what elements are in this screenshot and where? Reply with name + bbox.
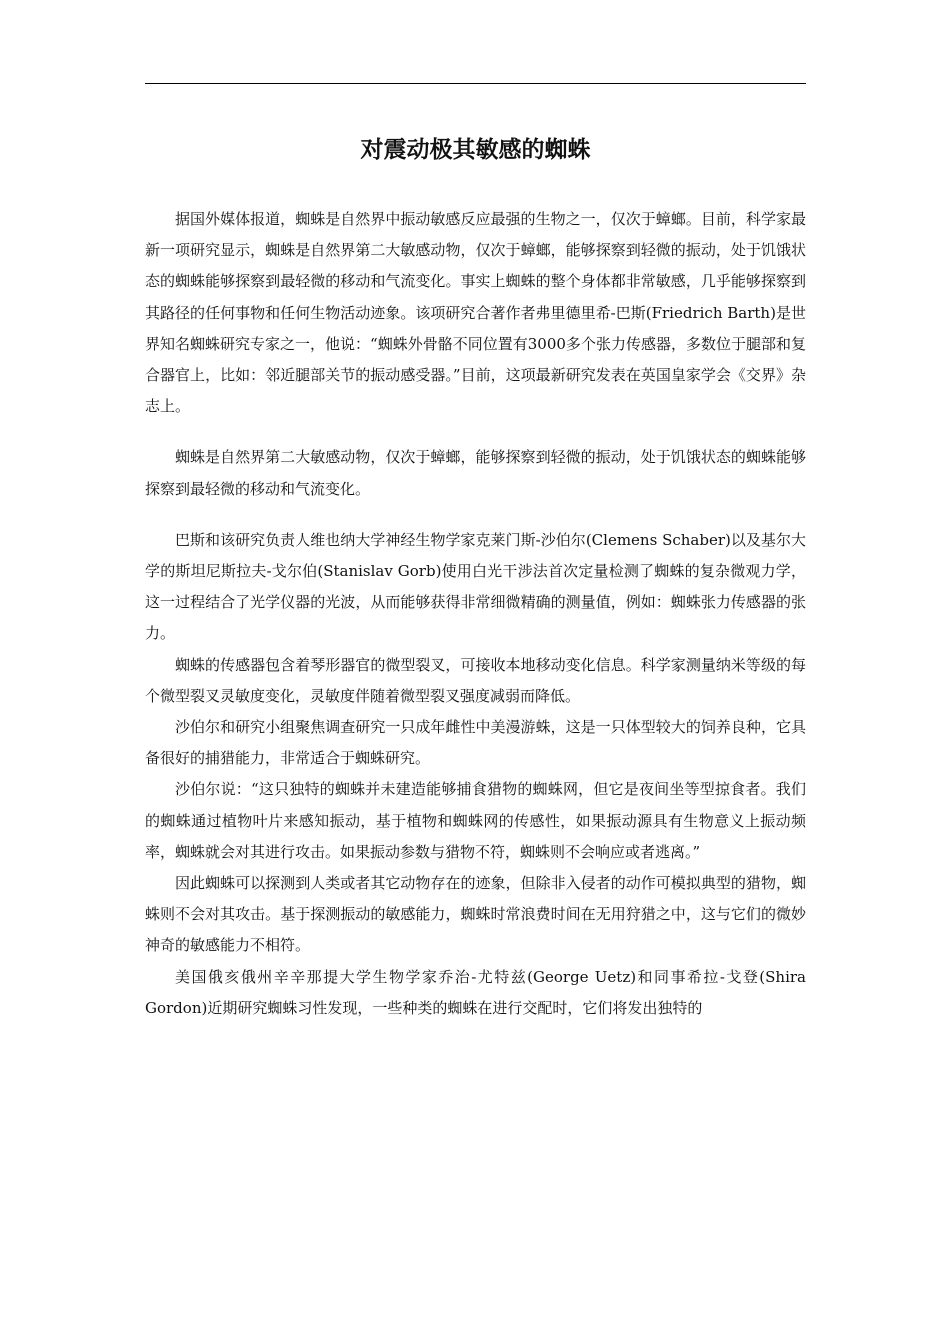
paragraph-3: 巴斯和该研究负责人维也纳大学神经生物学家克莱门斯-沙伯尔(Clemens Schaber)以及基尔大学的斯坦尼斯拉夫-戈尔伯(Stanislav Gorb)使用白光干涉法首次定量检测了蜘蛛的复杂微观力学，这一过程结合了光学仪器的光波，从而能够获得非常细微精确的测量值，例如：蜘蛛张力传感器的张力。 [145, 530, 806, 643]
paragraph-1: 据国外媒体报道，蜘蛛是自然界中振动敏感反应最强的生物之一，仅次于蟑螂。目前，科学家最新一项研究显示，蜘蛛是自然界第二大敏感动物，仅次于蟑螂，能够探察到轻微的振动，处于饥饿状态的蜘蛛能够探察到最轻微的移动和气流变化。事实上蜘蛛的整个身体都非常敏感，几乎能够探察到其路径的任何事物和任何生物活动迹象。该项研究合著作者弗里德里希-巴斯(Friedrich Barth)是世界知名蜘蛛研究专家之一，他说：“蜘蛛外骨骼不同位置有3000多个张力传感器，多数位于腿部和复合器官上，比如：邻近腿部关节的振动感受器。”目前，这项最新研究发表在英国皇家学会《交界》杂志上。 [145, 210, 806, 416]
paragraph-5: 沙伯尔和研究小组聚焦调查研究一只成年雌性中美漫游蛛，这是一只体型较大的饲养良种，它具备很好的捕猎能力，非常适合于蜘蛛研究。 [145, 718, 806, 768]
paragraph-4: 蜘蛛的传感器包含着琴形器官的微型裂叉，可接收本地移动变化信息。科学家测量纳米等级的每个微型裂叉灵敏度变化，灵敏度伴随着微型裂叉强度减弱而降低。 [145, 655, 806, 705]
document-body [145, 204, 806, 1024]
document-title: 对震动极其敏感的蜘蛛 [360, 137, 591, 163]
paragraph-6: 沙伯尔说：“这只独特的蜘蛛并未建造能够捕食猎物的蜘蛛网，但它是夜间坐等型掠食者。我们的蜘蛛通过植物叶片来感知振动，基于植物和蜘蛛网的传感性，如果振动源具有生物意义上振动频率，蜘蛛就会对其进行攻击。如果振动参数与猎物不符，蜘蛛则不会响应或者逃离。” [145, 780, 806, 861]
paragraph-7: 因此蜘蛛可以探测到人类或者其它动物存在的迹象，但除非入侵者的动作可模拟典型的猎物，蜘蛛则不会对其攻击。基于探测振动的敏感能力，蜘蛛时常浪费时间在无用狩猎之中，这与它们的微妙神奇的敏感能力不相符。 [145, 874, 806, 955]
paragraph-2: 蜘蛛是自然界第二大敏感动物，仅次于蟑螂，能够探察到轻微的振动，处于饥饿状态的蜘蛛能够探察到最轻微的移动和气流变化。 [145, 448, 806, 498]
paragraph-8: 美国俄亥俄州辛辛那提大学生物学家乔治-尤特兹(George Uetz)和同事希拉-戈登(Shira Gordon)近期研究蜘蛛习性发现，一些种类的蜘蛛在进行交配时，它们将发出独特的 [145, 967, 806, 1017]
header-rule [145, 83, 806, 84]
